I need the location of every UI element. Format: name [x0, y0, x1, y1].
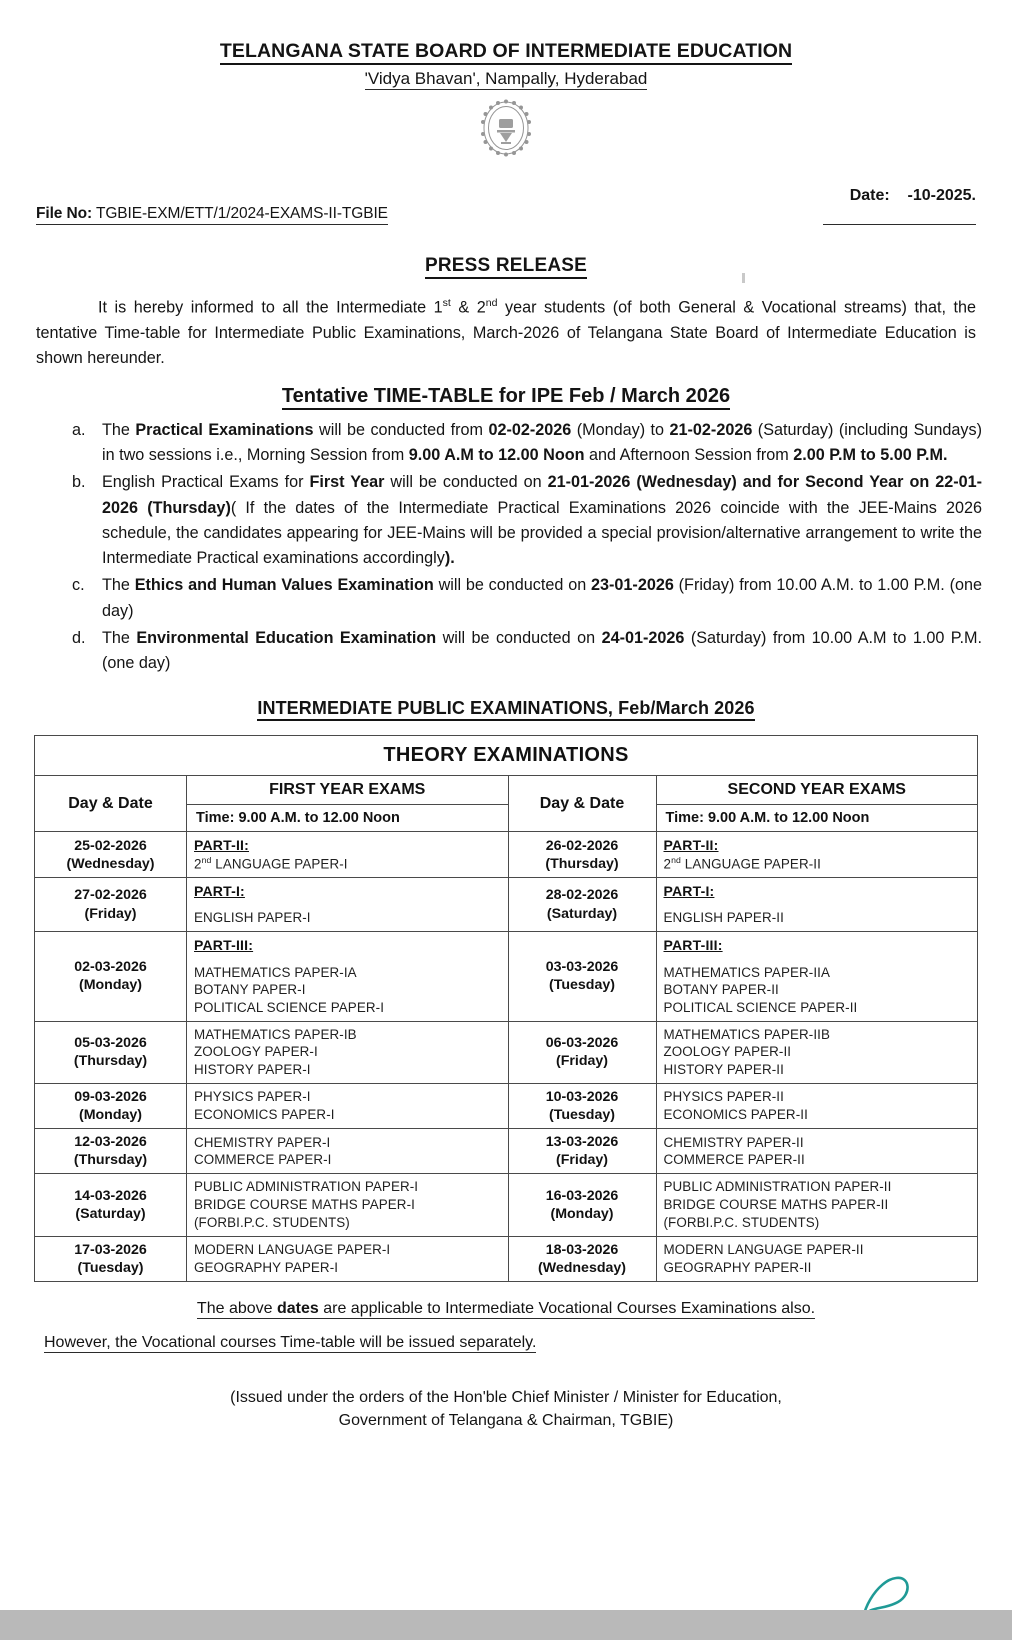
point-segment: The	[102, 420, 136, 439]
exam-date-cell	[35, 1129, 187, 1174]
spacer	[664, 955, 971, 964]
table-row	[35, 1083, 978, 1128]
exam-date: 17-03-2026	[74, 1241, 147, 1258]
point-segment: (Friday) from 10.00 A.M. to 1.00 P.M. (one day)	[102, 576, 982, 620]
subject-line: BOTANY PAPER-II	[663, 982, 779, 998]
exam-date: 10-03-2026	[545, 1088, 619, 1105]
table-title-row	[35, 736, 978, 776]
exam-day: (Thursday)	[73, 1152, 148, 1169]
point-segment: ( If the dates of the Intermediate Practical Examinations 2026 coincide with the JEE-Mains 2026 schedule, the candidates appearing for JEE-Mains will be provided a special provision/alternative arrangement to write the Intermediate Practical examinations accordingly	[102, 498, 983, 568]
subject-line: CHEMISTRY PAPER-II	[663, 1134, 804, 1150]
exam-subjects-cell	[187, 878, 509, 932]
exam-date: 26-02-2026	[545, 837, 619, 854]
exam-day: (Friday)	[555, 1053, 609, 1070]
points-list	[72, 418, 982, 677]
point-item	[72, 626, 982, 677]
exam-date: 18-03-2026	[545, 1241, 619, 1258]
intro-sup-2: nd	[485, 297, 498, 309]
point-segment: 21-01-2026 (Wednesday) and for Second Year on 22-01-2026 (Thursday)	[102, 473, 982, 517]
point-marker: a.	[72, 420, 86, 439]
scan-bottom-band	[0, 1610, 1012, 1640]
exam-date-cell	[508, 932, 656, 1022]
exam-subjects-cell	[187, 832, 509, 878]
point-segment: Ethics and Human Values Examination	[134, 576, 434, 595]
subject-line: HISTORY PAPER-II	[663, 1062, 784, 1078]
vocational-note-2	[44, 1334, 976, 1352]
exam-date-cell	[508, 1174, 656, 1236]
spacer	[194, 900, 501, 909]
point-segment: Environmental Education Examination	[136, 628, 437, 647]
header-day-date-first-year: Day & Date	[35, 776, 187, 832]
file-number	[36, 205, 388, 225]
point-segment: will be conducted on	[384, 473, 548, 492]
point-segment: will be conducted on	[433, 576, 592, 595]
file-number-label: File No:	[36, 205, 93, 222]
subject-line: (FORBI.P.C. STUDENTS)	[194, 1214, 350, 1230]
subject-line: MODERN LANGUAGE PAPER-I	[194, 1241, 391, 1257]
date-label: Date:	[849, 187, 890, 204]
exam-day: (Friday)	[555, 1152, 609, 1169]
subject-line: CHEMISTRY PAPER-I	[194, 1134, 331, 1150]
point-segment: (Saturday) (including Sundays) in two sessions i.e., Morning Session from	[102, 420, 982, 464]
point-segment: The	[102, 628, 137, 647]
intro-part-3: year students (of both General & Vocational streams) that, the tentative Time-table for Intermediate Public Examinations, March-2026 of Telangana State Board of Intermediate Education is shown hereunder.	[36, 298, 976, 367]
table-row	[35, 1129, 978, 1174]
organisation-address	[0, 69, 1012, 89]
exam-subjects-cell	[656, 878, 978, 932]
issued-line-1: (Issued under the orders of the Hon'ble Chief Minister / Minister for Education,	[230, 1388, 782, 1406]
exam-subjects-cell	[187, 1129, 509, 1174]
exam-day: (Monday)	[550, 1205, 614, 1222]
point-segment: (Saturday) from 10.00 A.M to 1.00 P.M. (one day)	[102, 628, 982, 673]
exam-date: 28-02-2026	[545, 887, 619, 904]
header-second-year-exams: SECOND YEAR EXAMS	[656, 776, 978, 805]
table-header-row-1	[35, 776, 978, 805]
intro-paragraph	[36, 295, 976, 371]
subject-line: PHYSICS PAPER-II	[663, 1089, 784, 1105]
point-item	[72, 418, 982, 469]
emblem-container	[0, 97, 1012, 159]
exam-day: (Monday)	[78, 977, 143, 994]
exam-subjects-cell	[656, 932, 978, 1022]
subject-line: HISTORY PAPER-I	[194, 1062, 311, 1078]
ipe-heading-text: INTERMEDIATE PUBLIC EXAMINATIONS, Feb/March 2026	[257, 698, 754, 721]
exam-date: 02-03-2026	[74, 959, 147, 976]
exam-day: (Tuesday)	[549, 977, 615, 994]
table-row	[35, 1021, 978, 1083]
document-date	[823, 169, 976, 225]
spacer	[194, 955, 501, 964]
exam-day: (Wednesday)	[66, 855, 155, 872]
subject-line: ENGLISH PAPER-II	[663, 910, 784, 926]
part-label: PART-III:	[663, 937, 723, 954]
exam-date-cell	[35, 878, 187, 932]
exam-day: (Tuesday)	[77, 1259, 144, 1276]
point-segment: 02-02-2026	[488, 420, 572, 439]
subject-line: GEOGRAPHY PAPER-II	[663, 1259, 812, 1275]
vocational-note-1-text	[197, 1300, 815, 1319]
exam-day: (Friday)	[84, 905, 137, 922]
part-label: PART-II:	[663, 837, 719, 854]
part-label: PART-II:	[194, 837, 250, 854]
subject-line: ECONOMICS PAPER-II	[663, 1106, 808, 1122]
exam-subjects-cell	[187, 1236, 509, 1281]
exam-date: 14-03-2026	[74, 1187, 147, 1204]
exam-day: (Thursday)	[73, 1053, 148, 1070]
point-segment: First Year	[309, 473, 385, 492]
point-segment: 2.00 P.M to 5.00 P.M.	[793, 445, 948, 464]
exam-date-cell	[35, 1236, 187, 1281]
theory-examinations-table	[34, 735, 978, 1281]
part-label: PART-III:	[194, 937, 254, 954]
subject-line: MATHEMATICS PAPER-IB	[194, 1026, 357, 1042]
exam-date-cell	[508, 1021, 656, 1083]
spacer	[664, 900, 971, 909]
note1-pre: The above	[196, 1299, 277, 1317]
press-release-heading	[0, 255, 1012, 277]
exam-subjects-cell	[656, 832, 978, 878]
header-day-date-second-year: Day & Date	[508, 776, 656, 832]
part-label: PART-I:	[663, 883, 715, 899]
point-segment: ).	[444, 549, 455, 568]
point-segment: The	[102, 576, 135, 595]
press-release-text: PRESS RELEASE	[425, 255, 587, 279]
timetable-container	[34, 735, 978, 1281]
subject-line: ZOOLOGY PAPER-II	[663, 1044, 792, 1060]
subject-line: POLITICAL SCIENCE PAPER-II	[663, 1000, 858, 1015]
point-segment: 21-02-2026	[669, 420, 753, 439]
exam-date: 27-02-2026	[74, 887, 147, 904]
exam-date: 13-03-2026	[545, 1134, 619, 1151]
exam-date-cell	[35, 1083, 187, 1128]
subject-line: BOTANY PAPER-I	[194, 982, 306, 998]
exam-date-cell	[508, 1236, 656, 1281]
board-emblem-icon	[477, 97, 535, 159]
exam-day: (Saturday)	[75, 1205, 146, 1222]
subject-line: PHYSICS PAPER-I	[194, 1089, 311, 1105]
intro-part-2: & 2	[450, 298, 486, 317]
intro-part-1: It is hereby informed to all the Intermediate 1	[98, 298, 443, 317]
part-label: PART-I:	[194, 883, 245, 899]
header-first-year-exams: FIRST YEAR EXAMS	[187, 776, 509, 805]
exam-day: (Saturday)	[546, 905, 618, 922]
exam-day: (Wednesday)	[537, 1259, 627, 1276]
table-head	[35, 736, 978, 832]
table-row	[35, 832, 978, 878]
subject-line: ZOOLOGY PAPER-I	[194, 1044, 318, 1060]
subject-line: COMMERCE PAPER-I	[194, 1152, 332, 1168]
note1-bold: dates	[276, 1299, 319, 1317]
point-segment: English Practical Exams for	[102, 473, 310, 492]
point-item	[72, 573, 982, 624]
subject-line: BRIDGE COURSE MATHS PAPER-I	[194, 1197, 415, 1213]
table-body	[35, 832, 978, 1281]
exam-subjects-cell	[187, 1174, 509, 1236]
exam-date-cell	[35, 1021, 187, 1083]
exam-day: (Tuesday)	[549, 1106, 615, 1123]
subject-line: ECONOMICS PAPER-I	[194, 1106, 335, 1122]
point-segment: 23-01-2026	[591, 576, 674, 595]
document-page	[0, 40, 1012, 1640]
subject-line: 2nd LANGUAGE PAPER-I	[194, 854, 348, 872]
exam-date-cell	[35, 932, 187, 1022]
exam-date-cell	[508, 1129, 656, 1174]
exam-date: 09-03-2026	[74, 1088, 147, 1105]
file-number-value: TGBIE-EXM/ETT/1/2024-EXAMS-II-TGBIE	[95, 205, 388, 222]
point-marker: d.	[72, 628, 86, 647]
table-row	[35, 932, 978, 1022]
note1-post: are applicable to Intermediate Vocational Courses Examinations also.	[318, 1299, 816, 1317]
subject-line: MATHEMATICS PAPER-IIA	[663, 964, 831, 980]
scan-speck	[742, 273, 745, 283]
organisation-title	[0, 40, 1012, 63]
exam-date: 05-03-2026	[74, 1035, 147, 1052]
subject-line: MATHEMATICS PAPER-IA	[194, 964, 357, 980]
subject-line: PUBLIC ADMINISTRATION PAPER-I	[194, 1179, 419, 1195]
exam-day: (Thursday)	[545, 855, 619, 872]
exam-date-cell	[508, 878, 656, 932]
exam-day: (Monday)	[78, 1106, 143, 1123]
subject-line: BRIDGE COURSE MATHS PAPER-II	[663, 1197, 889, 1213]
subject-line: (FORBI.P.C. STUDENTS)	[663, 1214, 820, 1230]
point-item	[72, 470, 982, 571]
subject-line: PUBLIC ADMINISTRATION PAPER-II	[663, 1179, 892, 1195]
timetable-heading	[0, 385, 1012, 408]
point-segment: Practical Examinations	[135, 420, 314, 439]
exam-subjects-cell	[656, 1129, 978, 1174]
point-segment: 9.00 A.M to 12.00 Noon	[408, 445, 585, 464]
point-marker: b.	[72, 473, 86, 492]
point-segment: (Monday) to	[571, 420, 670, 439]
vocational-note-1	[36, 1300, 976, 1318]
subject-line: POLITICAL SCIENCE PAPER-I	[194, 1000, 385, 1015]
exam-date: 12-03-2026	[74, 1134, 147, 1151]
exam-date-cell	[508, 832, 656, 878]
vocational-note-2-text: However, the Vocational courses Time-table will be issued separately.	[44, 1333, 537, 1351]
subject-line: 2nd LANGUAGE PAPER-II	[663, 854, 821, 872]
table-row	[35, 878, 978, 932]
organisation-title-text: TELANGANA STATE BOARD OF INTERMEDIATE EDUCATION	[220, 40, 792, 65]
exam-date: 06-03-2026	[545, 1035, 619, 1052]
issued-line-2: Government of Telangana & Chairman, TGBIE)	[338, 1412, 674, 1430]
point-segment: will be conducted on	[436, 628, 602, 647]
point-segment: will be conducted from	[313, 420, 489, 439]
exam-date-cell	[35, 832, 187, 878]
theory-examinations-title: THEORY EXAMINATIONS	[35, 736, 978, 776]
exam-subjects-cell	[656, 1083, 978, 1128]
intro-sup-1: st	[442, 297, 451, 309]
point-segment: 24-01-2026	[601, 628, 685, 647]
exam-subjects-cell	[656, 1174, 978, 1236]
organisation-address-text: 'Vidya Bhavan', Nampally, Hyderabad	[364, 69, 648, 88]
date-value: -10-2025.	[907, 187, 976, 204]
exam-subjects-cell	[656, 1021, 978, 1083]
exam-date: 25-02-2026	[74, 837, 147, 854]
subject-line: COMMERCE PAPER-II	[663, 1152, 805, 1168]
exam-subjects-cell	[187, 1083, 509, 1128]
subject-line: MATHEMATICS PAPER-IIB	[663, 1026, 831, 1042]
exam-subjects-cell	[656, 1236, 978, 1281]
exam-subjects-cell	[187, 1021, 509, 1083]
ipe-heading	[0, 698, 1012, 719]
timetable-heading-text: Tentative TIME-TABLE for IPE Feb / March 2026	[282, 385, 730, 410]
exam-date-cell	[508, 1083, 656, 1128]
subject-line: GEOGRAPHY PAPER-I	[194, 1259, 339, 1275]
header-first-year-time: Time: 9.00 A.M. to 12.00 Noon	[187, 805, 509, 832]
exam-date: 16-03-2026	[545, 1187, 619, 1204]
exam-date: 03-03-2026	[545, 959, 619, 976]
file-and-date-row	[0, 169, 1012, 225]
table-row	[35, 1236, 978, 1281]
point-marker: c.	[72, 576, 85, 595]
issued-under-orders	[36, 1386, 976, 1432]
exam-subjects-cell	[187, 932, 509, 1022]
subject-line: ENGLISH PAPER-I	[194, 910, 311, 926]
header-second-year-time: Time: 9.00 A.M. to 12.00 Noon	[656, 805, 978, 832]
table-row	[35, 1174, 978, 1236]
exam-date-cell	[35, 1174, 187, 1236]
subject-line: MODERN LANGUAGE PAPER-II	[663, 1241, 864, 1257]
point-segment: and Afternoon Session from	[584, 445, 794, 464]
